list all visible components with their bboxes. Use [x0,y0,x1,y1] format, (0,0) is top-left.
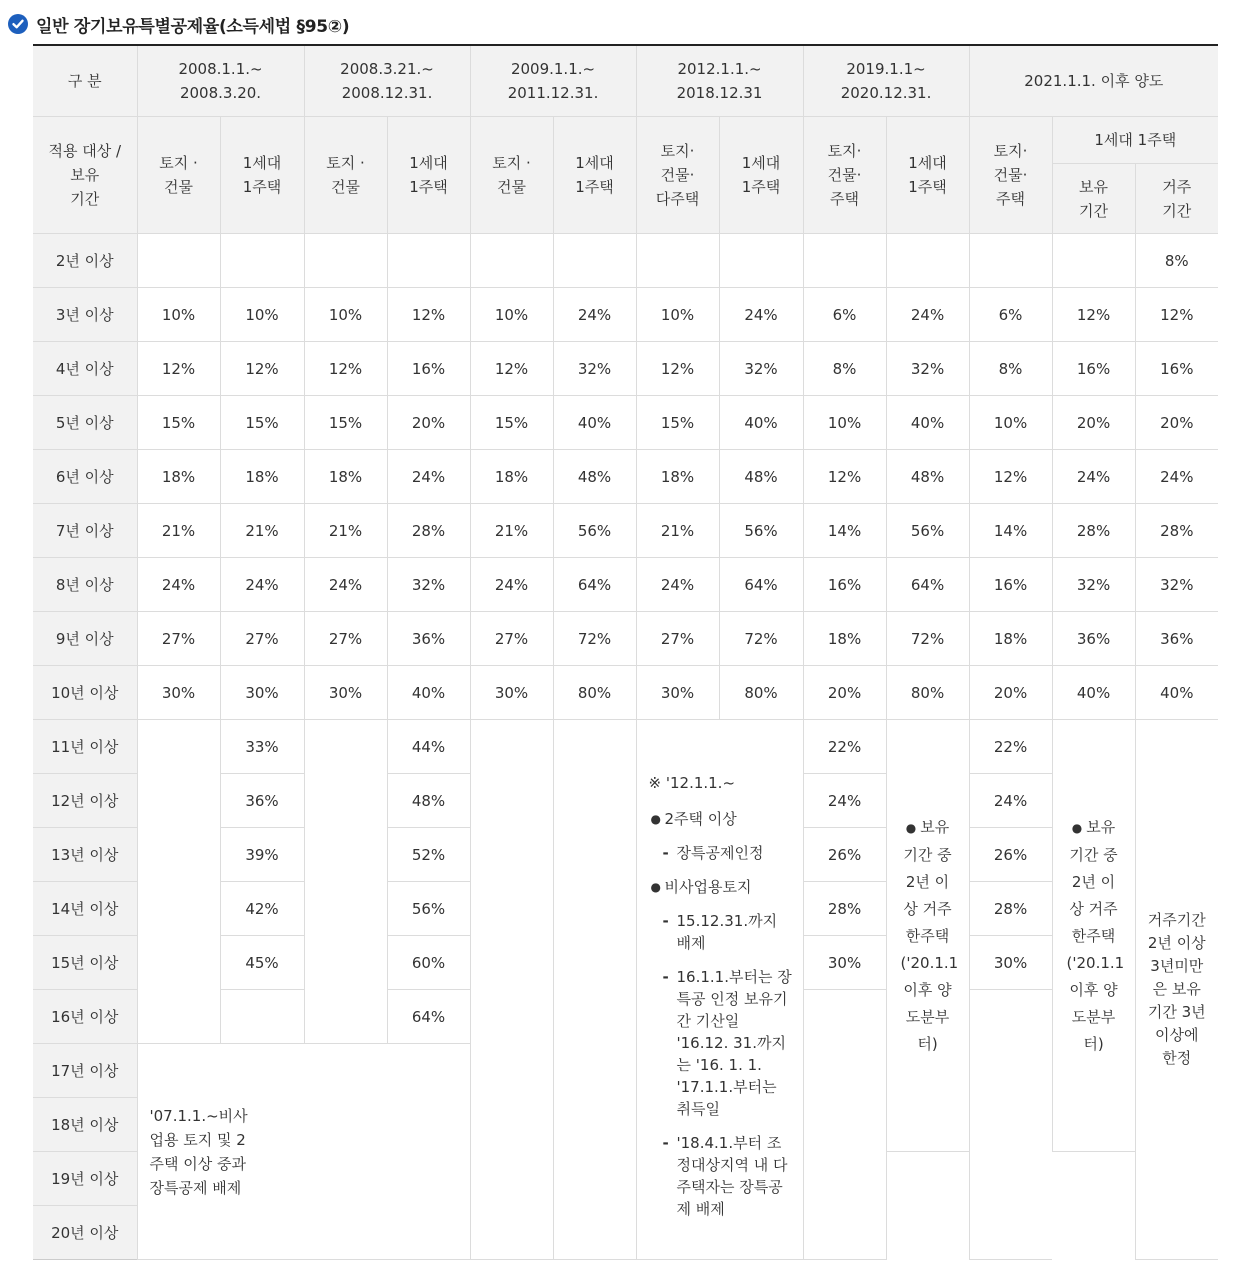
rate-cell: 30% [969,936,1052,990]
rate-cell: 20% [803,666,886,720]
rate-cell: 60% [387,936,470,990]
rate-cell: 56% [387,882,470,936]
rate-cell: 32% [1052,558,1135,612]
rate-cell: 8% [1135,234,1218,288]
subject-header: 적용 대상 / 보유 기간 [33,117,137,234]
rate-cell [387,234,470,288]
rate-cell: 30% [636,666,719,720]
table-row [33,666,1218,720]
rate-cell: 30% [470,666,553,720]
rate-cell [304,234,387,288]
bullet-dot-icon: ● [650,812,661,826]
row-label: 13년 이상 [33,828,137,882]
bullet-dot-icon: ● [650,880,661,894]
rate-cell: 18% [470,450,553,504]
rate-cell: 80% [553,666,636,720]
land-building-multi-header: 토지· 건물· 다주택 [636,117,719,234]
land-building-header: 토지 · 건물 [137,117,220,234]
land-building-header: 토지 · 건물 [470,117,553,234]
page-title: 일반 장기보유특별공제율(소득세법 §95②) [36,16,350,37]
rate-cell: 6% [803,288,886,342]
rate-cell: 36% [387,612,470,666]
row-label: 7년 이상 [33,504,137,558]
rate-cell: 26% [969,828,1052,882]
rate-cell: 12% [304,342,387,396]
rate-cell: 16% [803,558,886,612]
rate-cell: 24% [1135,450,1218,504]
note-bullet: ● 비사업용토지 [650,878,752,896]
table-row [33,288,1218,342]
rate-cell: 42% [220,882,304,936]
rate-cell: 30% [220,666,304,720]
rate-cell: 64% [387,990,470,1044]
one-house-header: 1세대 1주택 [220,117,304,234]
rate-cell: 28% [1052,504,1135,558]
rate-cell: 72% [553,612,636,666]
row-label: 6년 이상 [33,450,137,504]
rate-cell: 22% [803,720,886,774]
dash-icon: - [662,912,669,930]
rate-cell: 36% [1052,612,1135,666]
rate-cell: 8% [969,342,1052,396]
rate-cell: 40% [553,396,636,450]
rate-cell: 44% [387,720,470,774]
note-subitem: - 16.1.1.부터는 장특공 인정 보유기간 기산일 '16.12. 31.까지는 '16. 1. 1. '17.1.1.부터는 취득일 [662,968,792,1118]
rate-cell: 21% [636,504,719,558]
rate-cell: 72% [886,612,969,666]
rate-cell: 15% [636,396,719,450]
rate-cell: 12% [387,288,470,342]
rate-cell: 40% [1135,666,1218,720]
rate-cell: 12% [1052,288,1135,342]
rate-cell: 30% [803,936,886,990]
rate-cell: 64% [553,558,636,612]
rate-cell: 10% [470,288,553,342]
rate-cell: 21% [220,504,304,558]
rate-cell [969,234,1052,288]
header-row-subjects [33,117,1218,164]
rate-cell: 27% [220,612,304,666]
one-house-group-header: 1세대 1주택 [1052,117,1218,164]
bullet-dot-icon: ● [1071,820,1083,835]
table-row [33,342,1218,396]
rate-cell: 40% [387,666,470,720]
rate-cell: 6% [969,288,1052,342]
rate-cell: 20% [1135,396,1218,450]
dash-icon: - [662,968,669,986]
rate-cell: 8% [803,342,886,396]
rate-cell: 24% [137,558,220,612]
rate-cell: 12% [803,450,886,504]
rate-cell: 26% [803,828,886,882]
rate-cell: 12% [137,342,220,396]
rate-cell [137,234,220,288]
rate-cell [719,234,803,288]
rate-cell: 16% [1052,342,1135,396]
period-header: 2008.1.1.~ 2008.3.20. [137,45,304,117]
rate-cell: 40% [886,396,969,450]
table-row [33,234,1218,288]
bullet-dot-icon: ● [905,820,917,835]
empty-cell [304,720,387,1044]
deduction-rate-table [33,44,1218,1260]
rate-cell: 39% [220,828,304,882]
table-row [33,504,1218,558]
rate-cell: 10% [636,288,719,342]
holding-period-header: 보유 기간 [1052,164,1135,234]
row-label: 8년 이상 [33,558,137,612]
rate-cell: 20% [1052,396,1135,450]
rate-cell: 18% [969,612,1052,666]
table-row [33,450,1218,504]
rate-cell: 27% [636,612,719,666]
rate-cell: 48% [719,450,803,504]
rate-cell: 24% [886,288,969,342]
rate-cell: 18% [220,450,304,504]
rate-cell: 12% [1135,288,1218,342]
rate-cell: 15% [137,396,220,450]
period-header: 2009.1.1.~ 2011.12.31. [470,45,636,117]
rate-cell: 16% [387,342,470,396]
rate-cell: 14% [969,504,1052,558]
rate-cell: 10% [304,288,387,342]
rate-cell: 24% [304,558,387,612]
row-label: 16년 이상 [33,990,137,1044]
rate-cell [220,990,304,1044]
rate-cell: 24% [553,288,636,342]
rate-cell [1052,234,1135,288]
rate-cell: 20% [969,666,1052,720]
row-label: 17년 이상 [33,1044,137,1098]
check-circle-icon [8,14,28,34]
one-house-header: 1세대 1주택 [719,117,803,234]
land-building-house-header: 토지· 건물· 주택 [803,117,886,234]
rate-cell: 24% [470,558,553,612]
note-bullet: ● 2주택 이상 [650,810,737,828]
rate-cell [220,234,304,288]
rate-cell: 18% [137,450,220,504]
rate-cell: 15% [304,396,387,450]
rate-cell: 40% [1052,666,1135,720]
rate-cell: 30% [137,666,220,720]
rate-cell: 28% [387,504,470,558]
land-building-house-header: 토지· 건물· 주택 [969,117,1052,234]
rate-cell: 32% [1135,558,1218,612]
period-2019-house-note: ● 보유기간 중2년 이상 거주 한주택 ('20.1.1 이후 양도분부터) [886,720,969,1152]
rate-cell: 12% [470,342,553,396]
exclusion-note: '07.1.1.~비사업용 토지 및 2주택 이상 중과 장특공제 배제 [137,1044,470,1260]
rate-cell: 12% [636,342,719,396]
rate-cell: 12% [969,450,1052,504]
one-house-header: 1세대 1주택 [886,117,969,234]
rate-cell: 14% [803,504,886,558]
row-label: 14년 이상 [33,882,137,936]
rate-cell: 24% [969,774,1052,828]
row-label: 18년 이상 [33,1098,137,1152]
note-subitem: - 장특공제인정 [662,844,764,862]
rate-cell: 27% [304,612,387,666]
rate-cell: 18% [803,612,886,666]
note-subitem: - 15.12.31.까지 배제 [662,912,778,952]
rate-cell: 32% [719,342,803,396]
rate-cell: 28% [803,882,886,936]
period-2021-residence-note: 거주기간 2년 이상 3년미만은 보유기간 3년이상에 한정 [1135,720,1218,1260]
row-label: 4년 이상 [33,342,137,396]
rate-cell: 16% [969,558,1052,612]
rate-cell [470,234,553,288]
rate-cell: 10% [220,288,304,342]
rate-cell: 18% [636,450,719,504]
rate-cell: 56% [553,504,636,558]
note-heading: ※ '12.1.1.~ [648,774,736,792]
note-subitem: - '18.4.1.부터 조정대상지역 내 다주택자는 장특공제 배제 [662,1134,788,1218]
table-row [33,720,1218,774]
period-2012-note [636,720,803,1260]
rate-cell: 36% [220,774,304,828]
rate-cell: 24% [387,450,470,504]
row-label: 11년 이상 [33,720,137,774]
rate-cell: 27% [137,612,220,666]
row-label: 19년 이상 [33,1152,137,1206]
rate-cell: 56% [886,504,969,558]
period-header: 2008.3.21.~ 2008.12.31. [304,45,470,117]
row-label: 3년 이상 [33,288,137,342]
rate-cell [553,234,636,288]
rate-cell: 15% [470,396,553,450]
rate-cell: 48% [886,450,969,504]
row-label: 2년 이상 [33,234,137,288]
rate-cell: 64% [886,558,969,612]
header-row-periods [33,45,1218,117]
empty-cell [137,720,220,1044]
rate-cell: 10% [803,396,886,450]
row-label: 10년 이상 [33,666,137,720]
row-label: 5년 이상 [33,396,137,450]
rate-cell: 64% [719,558,803,612]
rate-cell: 24% [1052,450,1135,504]
row-label: 12년 이상 [33,774,137,828]
row-label: 20년 이상 [33,1206,137,1260]
rate-cell: 28% [1135,504,1218,558]
rate-cell: 80% [719,666,803,720]
row-label: 15년 이상 [33,936,137,990]
table-row [33,396,1218,450]
rate-cell: 52% [387,828,470,882]
period-header: 2012.1.1.~ 2018.12.31 [636,45,803,117]
rate-cell: 18% [304,450,387,504]
table-row [33,558,1218,612]
rate-cell: 16% [1135,342,1218,396]
rate-cell: 56% [719,504,803,558]
rate-cell: 32% [886,342,969,396]
rate-cell [886,234,969,288]
rate-cell: 40% [719,396,803,450]
dash-icon: - [662,844,669,862]
rate-cell: 28% [969,882,1052,936]
rate-cell: 24% [803,774,886,828]
rate-cell: 32% [553,342,636,396]
rate-cell: 33% [220,720,304,774]
period-2021-holding-note: ● 보유기간 중2년 이상 거주 한주택 ('20.1.1 이후 양도분부터) [1052,720,1135,1152]
rate-cell: 24% [636,558,719,612]
title-row [8,10,349,38]
empty-cell [553,720,636,1260]
rate-cell: 32% [387,558,470,612]
rate-cell: 21% [304,504,387,558]
rate-cell: 27% [470,612,553,666]
rate-cell: 30% [304,666,387,720]
rate-cell: 24% [719,288,803,342]
empty-cell [470,720,553,1260]
rate-cell: 22% [969,720,1052,774]
rate-cell: 24% [220,558,304,612]
rate-cell: 15% [220,396,304,450]
rate-cell: 48% [387,774,470,828]
empty-cell [969,990,1052,1260]
one-house-header: 1세대 1주택 [387,117,470,234]
rate-cell: 80% [886,666,969,720]
rate-cell: 10% [137,288,220,342]
rate-cell: 20% [387,396,470,450]
period-header: 2019.1.1~ 2020.12.31. [803,45,969,117]
rate-cell: 10% [969,396,1052,450]
one-house-header: 1세대 1주택 [553,117,636,234]
rate-cell: 21% [470,504,553,558]
rate-cell: 48% [553,450,636,504]
rate-cell: 12% [220,342,304,396]
category-header: 구 분 [33,45,137,117]
residence-period-header: 거주 기간 [1135,164,1218,234]
rate-cell [636,234,719,288]
rate-cell: 21% [137,504,220,558]
rate-cell: 36% [1135,612,1218,666]
period-header: 2021.1.1. 이후 양도 [969,45,1218,117]
dash-icon: - [662,1134,669,1152]
rate-cell: 72% [719,612,803,666]
table-row [33,612,1218,666]
land-building-header: 토지 · 건물 [304,117,387,234]
empty-cell [803,990,886,1260]
rate-cell [803,234,886,288]
rate-cell: 45% [220,936,304,990]
row-label: 9년 이상 [33,612,137,666]
